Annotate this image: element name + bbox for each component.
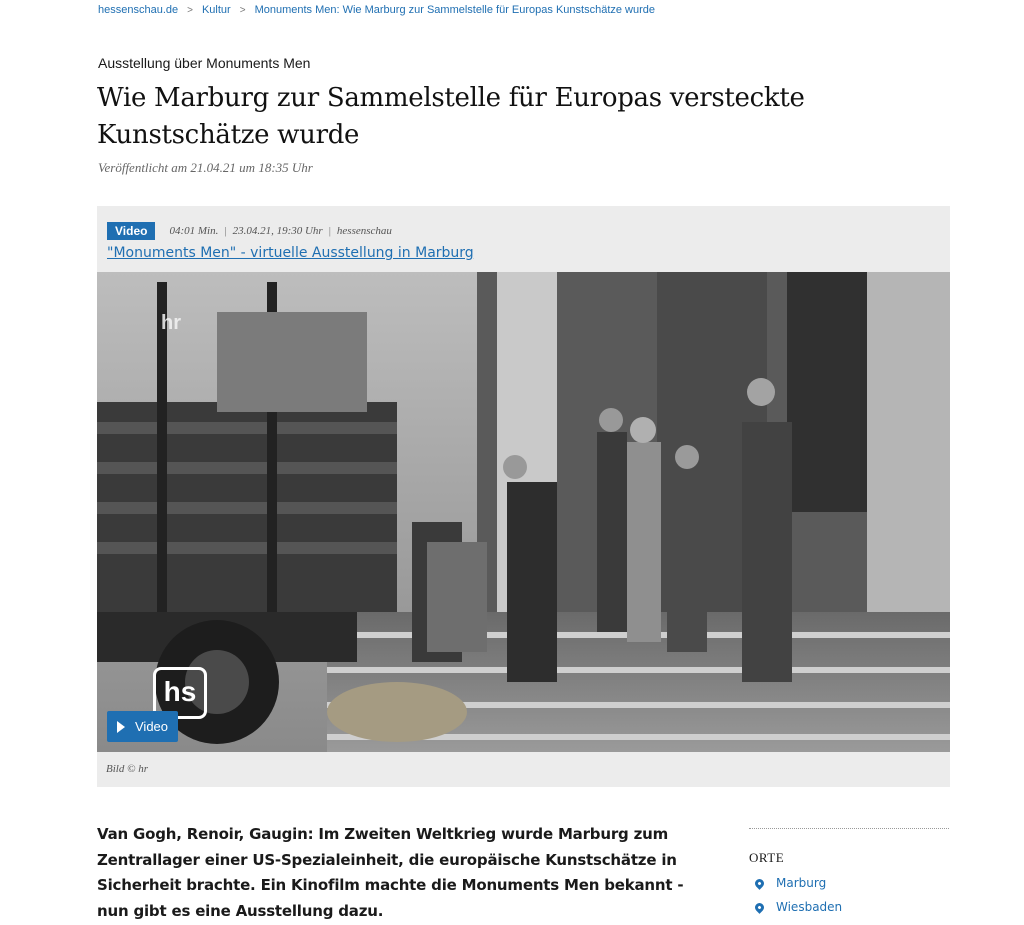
- video-title-link[interactable]: "Monuments Men" - virtuelle Ausstellung in Marburg: [107, 245, 474, 261]
- place-label: Marburg: [776, 876, 827, 890]
- article-headline: Wie Marburg zur Sammelstelle für Europas versteckte Kunstschätze wurde: [97, 83, 805, 150]
- published-date: Veröffentlicht am 21.04.21 um 18:35 Uhr: [98, 160, 313, 175]
- video-player[interactable]: [97, 272, 950, 752]
- map-pin-icon: [753, 901, 766, 914]
- play-video-label: Video: [135, 719, 169, 734]
- places-title: ORTE: [749, 850, 785, 865]
- places-sidebar: [749, 828, 949, 914]
- video-thumbnail-image: [97, 272, 950, 752]
- video-teaser: [97, 206, 950, 787]
- article-teaser: Van Gogh, Renoir, Gaugin: Im Zweiten Weltkrieg wurde Marburg zum Zentrallager einer US-Spezialeinheit, die europäische Kunstschätze in Sicherheit brachte. Ein Kinofilm machte die Monuments Men bekannt - nun gibt es eine Ausstellung dazu.: [97, 825, 684, 920]
- video-source: hessenschau: [336, 225, 392, 237]
- hs-logo: hs: [153, 667, 207, 719]
- place-link-wiesbaden[interactable]: [749, 900, 949, 914]
- video-badge: Video: [107, 222, 155, 240]
- breadcrumb-separator: >: [187, 4, 193, 16]
- breadcrumb-separator: >: [239, 4, 246, 16]
- breadcrumb-home-link[interactable]: hessenschau.de: [98, 4, 179, 16]
- video-duration: 04:01 Min.: [169, 225, 219, 237]
- video-date: 23.04.21, 19:30 Uhr: [232, 225, 323, 237]
- place-label: Wiesbaden: [776, 900, 843, 914]
- play-icon: [117, 721, 125, 733]
- breadcrumb-kultur-link[interactable]: Kultur: [201, 4, 231, 16]
- breadcrumb-current-page[interactable]: Monuments Men: Wie Marburg zur Sammelstelle für Europas Kunstschätze wurde: [254, 4, 656, 16]
- article-topline: Ausstellung über Monuments Men: [98, 55, 311, 71]
- hr-watermark: hr: [161, 312, 181, 334]
- video-meta: Video 04:01 Min. | 23.04.21, 19:30 Uhr | hessenschau: [107, 222, 392, 240]
- image-caption: Bild © hr: [106, 763, 148, 775]
- play-video-button[interactable]: [107, 711, 178, 742]
- map-pin-icon: [753, 877, 766, 890]
- place-link-marburg[interactable]: [749, 876, 949, 890]
- breadcrumb: [98, 4, 655, 16]
